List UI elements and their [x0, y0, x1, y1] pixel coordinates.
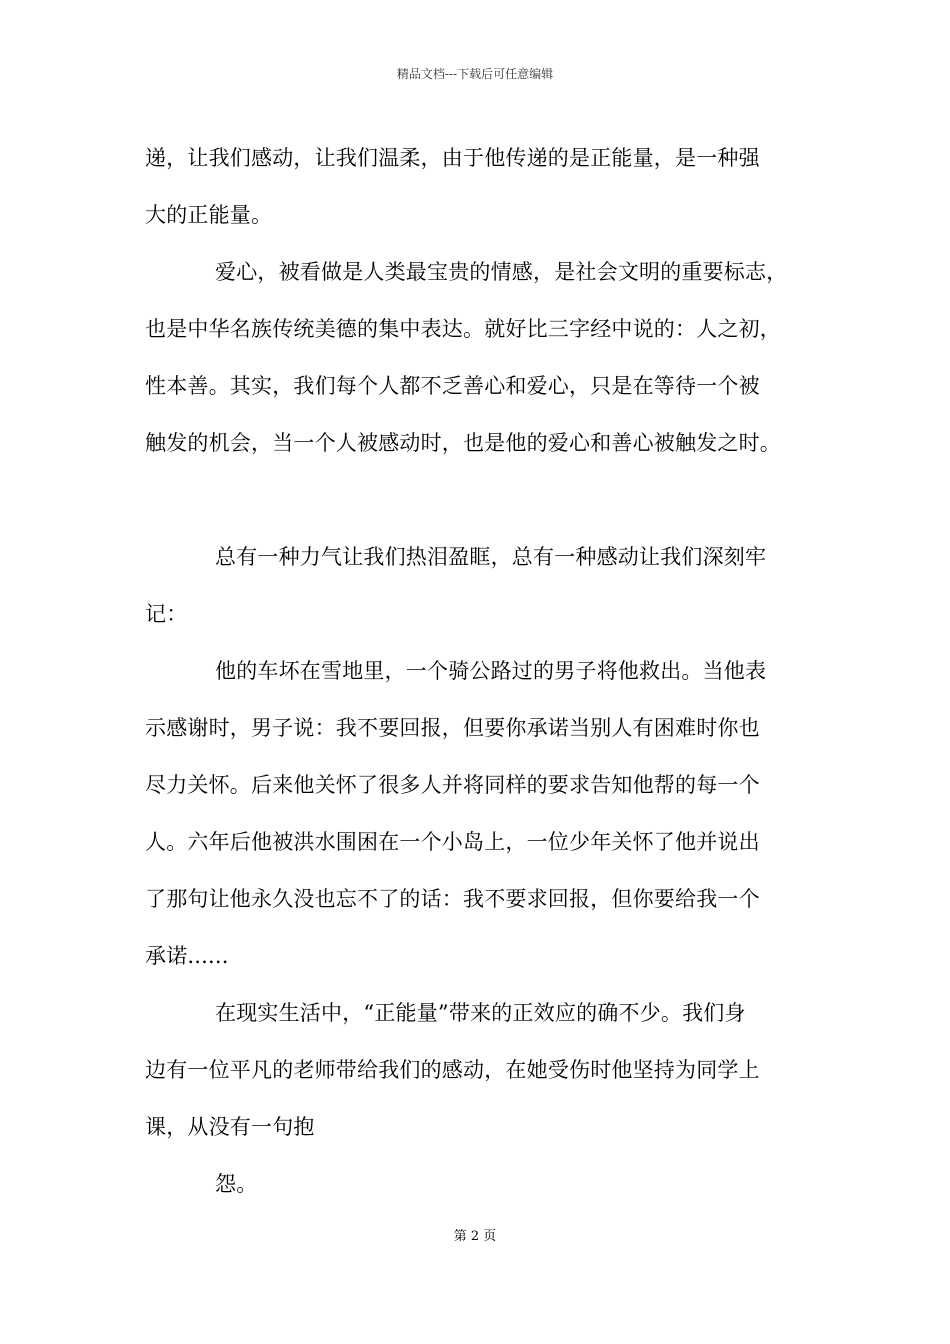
- paragraph-line: 爱心，被看做是人类最宝贵的情感，是社会文明的重要标志，: [215, 260, 788, 284]
- paragraph-gap: [145, 472, 817, 529]
- page-number: 第 2 页: [453, 1229, 497, 1244]
- paragraph-line: 总有一种力气让我们热泪盈眶，总有一种感动让我们深刻牢: [215, 545, 767, 569]
- paragraph-line: 怨。: [215, 1172, 258, 1196]
- paragraph-line: 人。六年后他被洪水围困在一个小岛上，一位少年关怀了他并说出: [145, 830, 760, 854]
- paragraph-line: 他的车坏在雪地里，一个骑公路过的男子将他救出。当他表: [215, 659, 767, 683]
- paragraph-line: 边有一位平凡的老师带给我们的感动，在她受伤时他坚持为同学上: [145, 1058, 760, 1082]
- paragraph-line: 承诺......: [145, 944, 229, 968]
- paragraph-line: 触发的机会，当一个人被感动时，也是他的爱心和善心被触发之时。: [145, 431, 781, 455]
- paragraph-line: 递，让我们感动，让我们温柔，由于他传递的是正能量，是一种强: [145, 146, 760, 170]
- paragraph-line: 也是中华名族传统美德的集中表达。就好比三字经中说的：人之初，: [145, 317, 781, 341]
- document-body: [145, 130, 817, 1213]
- paragraph-line: 尽力关怀。后来他关怀了很多人并将同样的要求告知他帮的每一个: [145, 773, 760, 797]
- paragraph-line: 性本善。其实，我们每个人都不乏善心和爱心，只是在等待一个被: [145, 374, 760, 398]
- paragraph-line: 课，从没有一句抱: [145, 1115, 315, 1139]
- paragraph-line: 示感谢时，男子说：我不要回报，但要你承诺当别人有困难时你也: [145, 716, 760, 740]
- paragraph-line: 在现实生活中，“正能量”带来的正效应的确不少。我们身: [215, 1001, 746, 1025]
- paragraph-line: 了那句让他永久没也忘不了的话：我不要求回报，但你要给我一个: [145, 887, 760, 911]
- page-header: 精品文档---下载后可任意编辑: [396, 67, 554, 81]
- paragraph-line: 记：: [145, 602, 188, 626]
- paragraph-line: 大的正能量。: [145, 203, 273, 227]
